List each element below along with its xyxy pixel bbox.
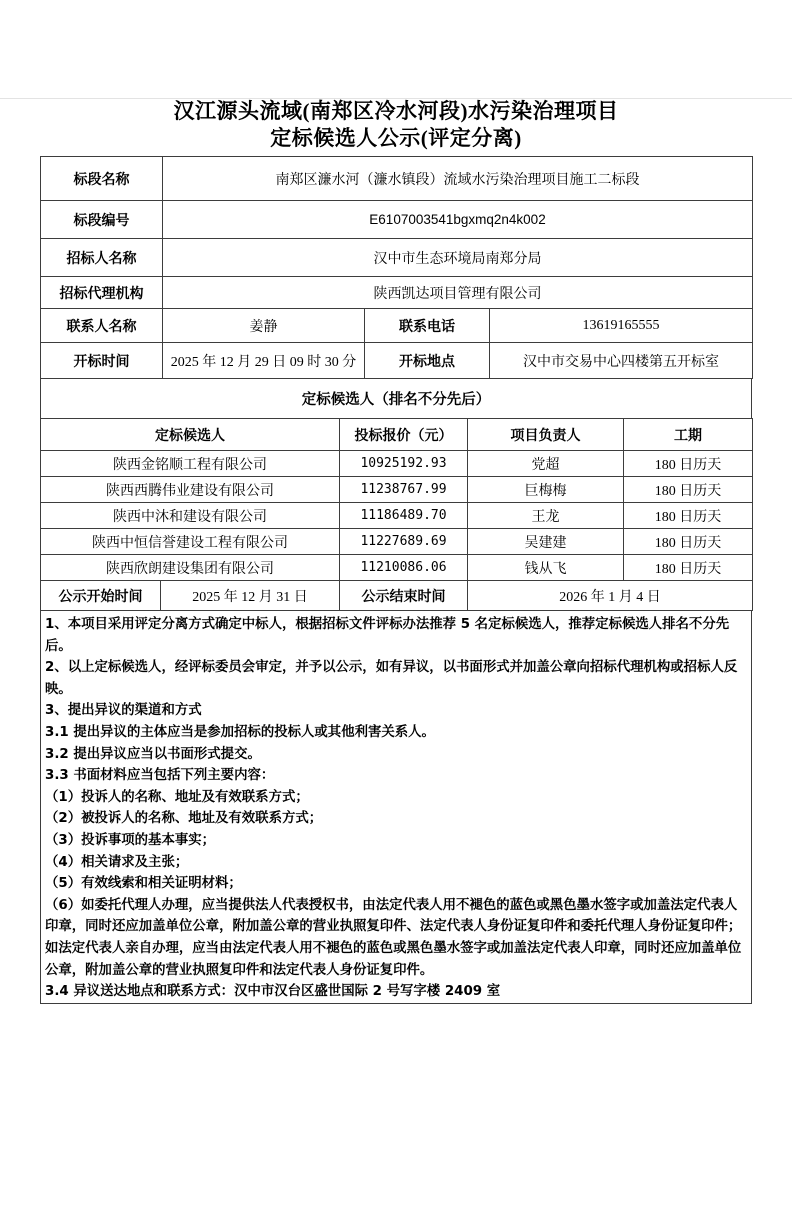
note-line: 3、提出异议的渠道和方式 [45, 703, 202, 719]
candidate-row [41, 529, 753, 555]
candidate-name: 陕西中恒信誉建设工程有限公司 [41, 529, 340, 555]
opening-place-value: 汉中市交易中心四楼第五开标室 [490, 343, 753, 379]
contact-phone-label: 联系电话 [365, 309, 490, 343]
contact-name-label: 联系人名称 [41, 309, 163, 343]
info-table [40, 156, 753, 309]
table-row [41, 239, 753, 277]
candidate-row [41, 555, 753, 581]
candidate-duration: 180 日历天 [624, 529, 753, 555]
note-line: 3.4 异议送达地点和联系方式：汉中市汉台区盛世国际 2 号写字楼 2409 室 [45, 984, 501, 1000]
col-header-price: 投标报价（元） [340, 419, 468, 451]
table-row [41, 343, 753, 379]
candidate-price: 11238767.99 [340, 477, 468, 503]
page-top-edge [0, 98, 792, 99]
candidate-duration: 180 日历天 [624, 477, 753, 503]
note-line: （5）有效线索和相关证明材料； [45, 876, 242, 892]
table-row [41, 581, 753, 611]
note-line: 1、本项目采用评定分离方式确定中标人，根据招标文件评标办法推荐 5 名定标候选人，推荐定标候选人排名不分先后。 [45, 617, 730, 654]
candidate-name: 陕西金铭顺工程有限公司 [41, 451, 340, 477]
publicity-table [40, 580, 753, 611]
candidate-manager: 吴建建 [468, 529, 624, 555]
notes-content [41, 611, 752, 1004]
contact-table [40, 308, 753, 379]
candidate-price: 11186489.70 [340, 503, 468, 529]
publicity-end-value: 2026 年 1 月 4 日 [468, 581, 753, 611]
contact-name-value: 姜静 [163, 309, 365, 343]
table-row [41, 309, 753, 343]
candidate-manager: 钱从飞 [468, 555, 624, 581]
candidate-duration: 180 日历天 [624, 503, 753, 529]
section-code-value: E6107003541bgxmq2n4k002 [163, 201, 753, 239]
tenderer-value: 汉中市生态环境局南郑分局 [163, 239, 753, 277]
publicity-start-value: 2025 年 12 月 31 日 [161, 581, 340, 611]
tenderer-label: 招标人名称 [41, 239, 163, 277]
document-body [40, 156, 752, 1004]
section-name-value: 南郑区濂水河（濂水镇段）流域水污染治理项目施工二标段 [163, 157, 753, 201]
candidate-row [41, 451, 753, 477]
note-line: 3.1 提出异议的主体应当是参加招标的投标人或其他利害关系人。 [45, 724, 435, 740]
candidate-manager: 王龙 [468, 503, 624, 529]
note-line: （6）如委托代理人办理，应当提供法人代表授权书，由法定代表人用不褪色的蓝色或黑色墨水签字或加盖法定代表人印章，同时还应加盖单位公章，附加盖公章的营业执照复印件、法定代表人身份证复印件和委托代理人身份证复印件；如法定代表人亲自办理，应当由法定代表人用不褪色的蓝色或黑色墨水签字或加盖法定代表人印章，同时还应加盖单位公章，附加盖公章的营业执照复印件和法定代表人身份证复印件。 [45, 897, 742, 978]
contact-phone-value: 13619165555 [490, 309, 753, 343]
table-row [41, 379, 752, 419]
note-line: （4）相关请求及主张； [45, 854, 189, 870]
note-line: 3.2 提出异议应当以书面形式提交。 [45, 746, 261, 762]
section-code-label: 标段编号 [41, 201, 163, 239]
candidate-price: 11227689.69 [340, 529, 468, 555]
opening-time-label: 开标时间 [41, 343, 163, 379]
publicity-start-label: 公示开始时间 [41, 581, 161, 611]
candidates-section-title: 定标候选人（排名不分先后） [41, 379, 752, 419]
table-row [41, 201, 753, 239]
note-line: 3.3 书面材料应当包括下列主要内容： [45, 768, 275, 784]
candidate-duration: 180 日历天 [624, 555, 753, 581]
publicity-end-label: 公示结束时间 [340, 581, 468, 611]
section-name-label: 标段名称 [41, 157, 163, 201]
opening-time-value: 2025 年 12 月 29 日 09 时 30 分 [163, 343, 365, 379]
opening-place-label: 开标地点 [365, 343, 490, 379]
candidate-row [41, 477, 753, 503]
page-title-line1: 汉江源头流域(南郑区冷水河段)水污染治理项目 [173, 99, 619, 123]
candidate-price: 11210086.06 [340, 555, 468, 581]
candidate-price: 10925192.93 [340, 451, 468, 477]
candidates-section-banner [40, 378, 752, 419]
table-row [41, 277, 753, 309]
candidate-duration: 180 日历天 [624, 451, 753, 477]
page-title [0, 98, 792, 152]
candidate-manager: 巨梅梅 [468, 477, 624, 503]
candidates-header-row [41, 419, 753, 451]
col-header-candidate: 定标候选人 [41, 419, 340, 451]
candidate-name: 陕西西腾伟业建设有限公司 [41, 477, 340, 503]
note-line: （2）被投诉人的名称、地址及有效联系方式； [45, 811, 323, 827]
candidate-manager: 党超 [468, 451, 624, 477]
note-line: （3）投诉事项的基本事实； [45, 832, 216, 848]
candidate-row [41, 503, 753, 529]
table-row [41, 157, 753, 201]
page-title-line2: 定标候选人公示(评定分离) [270, 126, 522, 150]
table-row [41, 611, 752, 1004]
candidate-name: 陕西中沐和建设有限公司 [41, 503, 340, 529]
candidate-name: 陕西欣朗建设集团有限公司 [41, 555, 340, 581]
note-line: （1）投诉人的名称、地址及有效联系方式； [45, 789, 309, 805]
candidates-table [40, 418, 753, 581]
agency-label: 招标代理机构 [41, 277, 163, 309]
agency-value: 陕西凯达项目管理有限公司 [163, 277, 753, 309]
col-header-manager: 项目负责人 [468, 419, 624, 451]
col-header-duration: 工期 [624, 419, 753, 451]
note-line: 2、以上定标候选人，经评标委员会审定，并予以公示，如有异议，以书面形式并加盖公章向招标代理机构或招标人反映。 [45, 660, 738, 697]
notes-box [40, 610, 752, 1004]
